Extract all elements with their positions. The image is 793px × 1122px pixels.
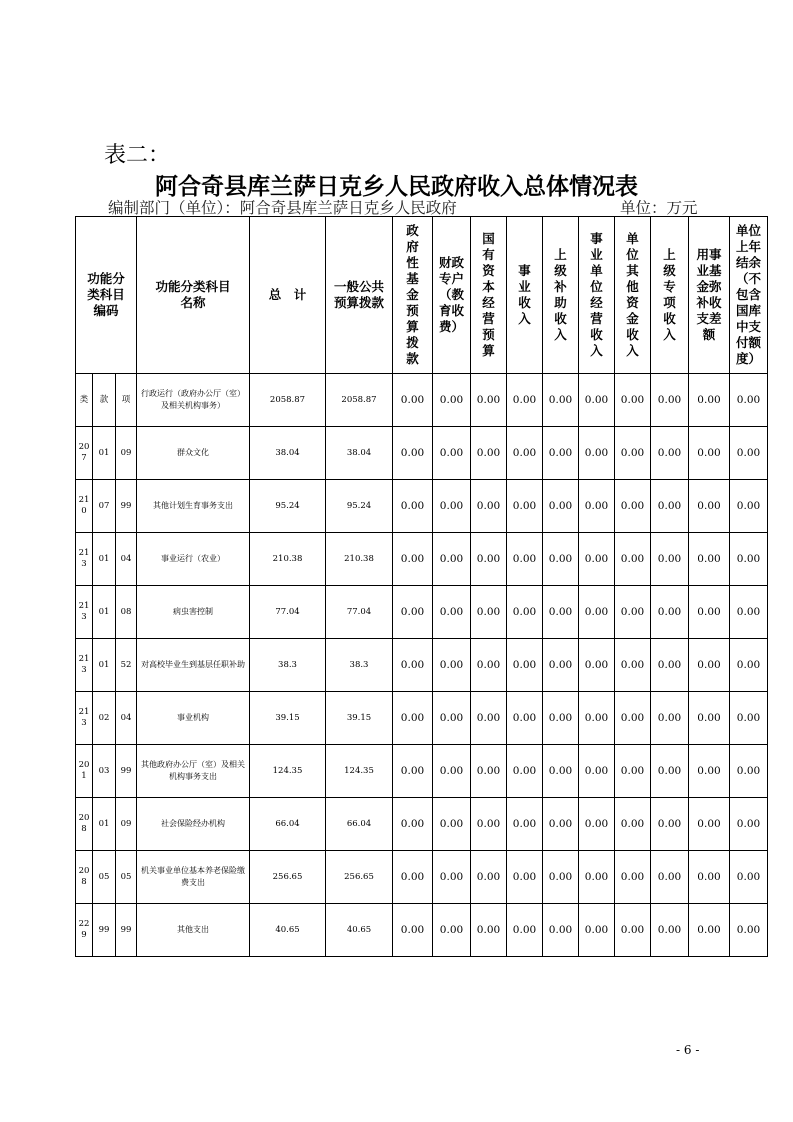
amount-cell: 0.00	[393, 533, 433, 586]
header-general-budget: 一般公共预算拨款	[326, 217, 393, 374]
amount-cell: 0.00	[471, 427, 507, 480]
code-item: 项	[116, 374, 137, 427]
subject-name: 群众文化	[137, 427, 250, 480]
amount-cell: 0.00	[689, 639, 730, 692]
header-prior-surplus: 单位上年结余（不包含国库中支付额度）	[730, 217, 768, 374]
general-budget-amount: 38.04	[326, 427, 393, 480]
code-item: 05	[116, 851, 137, 904]
amount-cell: 0.00	[543, 427, 579, 480]
general-budget-amount: 77.04	[326, 586, 393, 639]
code-section: 99	[93, 904, 116, 957]
amount-cell: 0.00	[689, 692, 730, 745]
amount-cell: 0.00	[730, 798, 768, 851]
amount-cell: 0.00	[615, 798, 651, 851]
code-section: 01	[93, 639, 116, 692]
amount-cell: 0.00	[433, 427, 471, 480]
amount-cell: 0.00	[730, 586, 768, 639]
table-row	[76, 427, 768, 480]
code-section: 01	[93, 533, 116, 586]
table-row	[76, 533, 768, 586]
amount-cell: 0.00	[543, 639, 579, 692]
amount-cell: 0.00	[579, 904, 615, 957]
amount-cell: 0.00	[730, 374, 768, 427]
total-amount: 38.04	[250, 427, 326, 480]
header-state-capital: 国有资本经营预算	[471, 217, 507, 374]
amount-cell: 0.00	[730, 639, 768, 692]
amount-unit: 单位：万元	[620, 199, 698, 217]
amount-cell: 0.00	[651, 904, 689, 957]
amount-cell: 0.00	[615, 480, 651, 533]
amount-cell: 0.00	[579, 692, 615, 745]
amount-cell: 0.00	[393, 904, 433, 957]
amount-cell: 0.00	[507, 692, 543, 745]
amount-cell: 0.00	[615, 904, 651, 957]
subject-name: 社会保险经办机构	[137, 798, 250, 851]
code-section: 07	[93, 480, 116, 533]
amount-cell: 0.00	[579, 745, 615, 798]
amount-cell: 0.00	[471, 745, 507, 798]
amount-cell: 0.00	[651, 427, 689, 480]
amount-cell: 0.00	[730, 533, 768, 586]
header-name: 功能分类科目名称	[137, 217, 250, 374]
amount-cell: 0.00	[507, 798, 543, 851]
amount-cell: 0.00	[579, 586, 615, 639]
header-business-ops: 事业单位经营收入	[579, 217, 615, 374]
header-fund-balance: 用事业基金弥补收支差额	[689, 217, 730, 374]
amount-cell: 0.00	[689, 586, 730, 639]
amount-cell: 0.00	[433, 639, 471, 692]
table-row	[76, 798, 768, 851]
code-item: 04	[116, 692, 137, 745]
code-item: 09	[116, 427, 137, 480]
amount-cell: 0.00	[579, 798, 615, 851]
amount-cell: 0.00	[507, 480, 543, 533]
amount-cell: 0.00	[433, 533, 471, 586]
amount-cell: 0.00	[471, 639, 507, 692]
amount-cell: 0.00	[433, 374, 471, 427]
amount-cell: 0.00	[689, 427, 730, 480]
amount-cell: 0.00	[689, 533, 730, 586]
header-business-income: 事业收入	[507, 217, 543, 374]
amount-cell: 0.00	[471, 374, 507, 427]
amount-cell: 0.00	[507, 533, 543, 586]
header-total: 总 计	[250, 217, 326, 374]
table-label: 表二：	[104, 143, 171, 168]
header-higher-subsidy: 上级补助收入	[543, 217, 579, 374]
subject-name: 病虫害控制	[137, 586, 250, 639]
general-budget-amount: 124.35	[326, 745, 393, 798]
amount-cell: 0.00	[393, 374, 433, 427]
code-section: 款	[93, 374, 116, 427]
total-amount: 124.35	[250, 745, 326, 798]
code-item: 04	[116, 533, 137, 586]
table-row	[76, 480, 768, 533]
code-item: 09	[116, 798, 137, 851]
amount-cell: 0.00	[730, 851, 768, 904]
subject-name: 其他政府办公厅（室）及相关机构事务支出	[137, 745, 250, 798]
amount-cell: 0.00	[393, 586, 433, 639]
amount-cell: 0.00	[730, 480, 768, 533]
amount-cell: 0.00	[689, 480, 730, 533]
code-item: 99	[116, 480, 137, 533]
amount-cell: 0.00	[651, 692, 689, 745]
page-number: - 6 -	[676, 1043, 700, 1057]
general-budget-amount: 66.04	[326, 798, 393, 851]
amount-cell: 0.00	[689, 374, 730, 427]
amount-cell: 0.00	[543, 851, 579, 904]
amount-cell: 0.00	[689, 851, 730, 904]
amount-cell: 0.00	[615, 851, 651, 904]
general-budget-amount: 2058.87	[326, 374, 393, 427]
page-title: 阿合奇县库兰萨日克乡人民政府收入总体情况表	[155, 173, 638, 200]
amount-cell: 0.00	[615, 586, 651, 639]
amount-cell: 0.00	[393, 745, 433, 798]
table-row	[76, 692, 768, 745]
total-amount: 2058.87	[250, 374, 326, 427]
amount-cell: 0.00	[651, 533, 689, 586]
code-class: 208	[76, 851, 93, 904]
table-row	[76, 374, 768, 427]
header-fund-budget: 政府性基金预算拨款	[393, 217, 433, 374]
amount-cell: 0.00	[543, 904, 579, 957]
general-budget-amount: 95.24	[326, 480, 393, 533]
amount-cell: 0.00	[471, 533, 507, 586]
general-budget-amount: 210.38	[326, 533, 393, 586]
revenue-table	[75, 216, 768, 957]
code-class: 213	[76, 692, 93, 745]
amount-cell: 0.00	[579, 480, 615, 533]
amount-cell: 0.00	[615, 745, 651, 798]
code-item: 08	[116, 586, 137, 639]
amount-cell: 0.00	[651, 851, 689, 904]
table-row	[76, 745, 768, 798]
code-class: 207	[76, 427, 93, 480]
amount-cell: 0.00	[651, 586, 689, 639]
amount-cell: 0.00	[730, 692, 768, 745]
subject-name: 其他计划生育事务支出	[137, 480, 250, 533]
code-section: 01	[93, 798, 116, 851]
amount-cell: 0.00	[433, 745, 471, 798]
table-row	[76, 586, 768, 639]
amount-cell: 0.00	[393, 427, 433, 480]
amount-cell: 0.00	[543, 586, 579, 639]
amount-cell: 0.00	[393, 639, 433, 692]
general-budget-amount: 39.15	[326, 692, 393, 745]
code-section: 05	[93, 851, 116, 904]
subject-name: 事业运行（农业）	[137, 533, 250, 586]
amount-cell: 0.00	[393, 851, 433, 904]
amount-cell: 0.00	[615, 692, 651, 745]
total-amount: 39.15	[250, 692, 326, 745]
code-section: 02	[93, 692, 116, 745]
code-class: 229	[76, 904, 93, 957]
amount-cell: 0.00	[507, 639, 543, 692]
code-class: 213	[76, 533, 93, 586]
amount-cell: 0.00	[471, 480, 507, 533]
amount-cell: 0.00	[730, 427, 768, 480]
amount-cell: 0.00	[393, 692, 433, 745]
amount-cell: 0.00	[393, 480, 433, 533]
table-row	[76, 851, 768, 904]
table-row	[76, 904, 768, 957]
total-amount: 210.38	[250, 533, 326, 586]
amount-cell: 0.00	[433, 904, 471, 957]
total-amount: 256.65	[250, 851, 326, 904]
amount-cell: 0.00	[543, 798, 579, 851]
header-row	[76, 217, 768, 374]
amount-cell: 0.00	[689, 745, 730, 798]
compiling-unit: 编制部门（单位）：阿合奇县库兰萨日克乡人民政府	[108, 199, 457, 217]
general-budget-amount: 40.65	[326, 904, 393, 957]
total-amount: 95.24	[250, 480, 326, 533]
header-special-account: 财政专户（教育收费）	[433, 217, 471, 374]
amount-cell: 0.00	[579, 639, 615, 692]
code-section: 01	[93, 586, 116, 639]
subject-name: 行政运行（政府办公厅（室）及相关机构事务）	[137, 374, 250, 427]
code-class: 213	[76, 586, 93, 639]
amount-cell: 0.00	[507, 745, 543, 798]
code-class: 213	[76, 639, 93, 692]
amount-cell: 0.00	[651, 480, 689, 533]
amount-cell: 0.00	[433, 851, 471, 904]
amount-cell: 0.00	[433, 480, 471, 533]
total-amount: 77.04	[250, 586, 326, 639]
amount-cell: 0.00	[471, 904, 507, 957]
amount-cell: 0.00	[471, 586, 507, 639]
amount-cell: 0.00	[651, 639, 689, 692]
header-code: 功能分类科目编码	[76, 217, 137, 374]
amount-cell: 0.00	[543, 533, 579, 586]
table-row	[76, 639, 768, 692]
code-item: 52	[116, 639, 137, 692]
total-amount: 38.3	[250, 639, 326, 692]
code-section: 01	[93, 427, 116, 480]
code-item: 99	[116, 745, 137, 798]
amount-cell: 0.00	[651, 374, 689, 427]
amount-cell: 0.00	[651, 798, 689, 851]
amount-cell: 0.00	[579, 374, 615, 427]
amount-cell: 0.00	[615, 427, 651, 480]
amount-cell: 0.00	[543, 692, 579, 745]
amount-cell: 0.00	[730, 745, 768, 798]
amount-cell: 0.00	[615, 374, 651, 427]
amount-cell: 0.00	[543, 374, 579, 427]
amount-cell: 0.00	[507, 427, 543, 480]
subject-name: 对高校毕业生到基层任职补助	[137, 639, 250, 692]
total-amount: 66.04	[250, 798, 326, 851]
amount-cell: 0.00	[651, 745, 689, 798]
amount-cell: 0.00	[579, 851, 615, 904]
code-class: 210	[76, 480, 93, 533]
code-section: 03	[93, 745, 116, 798]
code-item: 99	[116, 904, 137, 957]
code-class: 208	[76, 798, 93, 851]
subject-name: 机关事业单位基本养老保险缴费支出	[137, 851, 250, 904]
code-class: 201	[76, 745, 93, 798]
amount-cell: 0.00	[471, 692, 507, 745]
amount-cell: 0.00	[433, 692, 471, 745]
amount-cell: 0.00	[689, 904, 730, 957]
subject-name: 事业机构	[137, 692, 250, 745]
general-budget-amount: 256.65	[326, 851, 393, 904]
amount-cell: 0.00	[579, 533, 615, 586]
code-class: 类	[76, 374, 93, 427]
amount-cell: 0.00	[543, 745, 579, 798]
amount-cell: 0.00	[471, 851, 507, 904]
amount-cell: 0.00	[393, 798, 433, 851]
amount-cell: 0.00	[433, 586, 471, 639]
amount-cell: 0.00	[507, 851, 543, 904]
amount-cell: 0.00	[543, 480, 579, 533]
amount-cell: 0.00	[507, 374, 543, 427]
amount-cell: 0.00	[433, 798, 471, 851]
amount-cell: 0.00	[615, 533, 651, 586]
header-higher-special: 上级专项收入	[651, 217, 689, 374]
amount-cell: 0.00	[615, 639, 651, 692]
subject-name: 其他支出	[137, 904, 250, 957]
amount-cell: 0.00	[689, 798, 730, 851]
header-other-funds: 单位其他资金收入	[615, 217, 651, 374]
amount-cell: 0.00	[471, 798, 507, 851]
general-budget-amount: 38.3	[326, 639, 393, 692]
amount-cell: 0.00	[507, 586, 543, 639]
amount-cell: 0.00	[730, 904, 768, 957]
amount-cell: 0.00	[579, 427, 615, 480]
amount-cell: 0.00	[507, 904, 543, 957]
total-amount: 40.65	[250, 904, 326, 957]
